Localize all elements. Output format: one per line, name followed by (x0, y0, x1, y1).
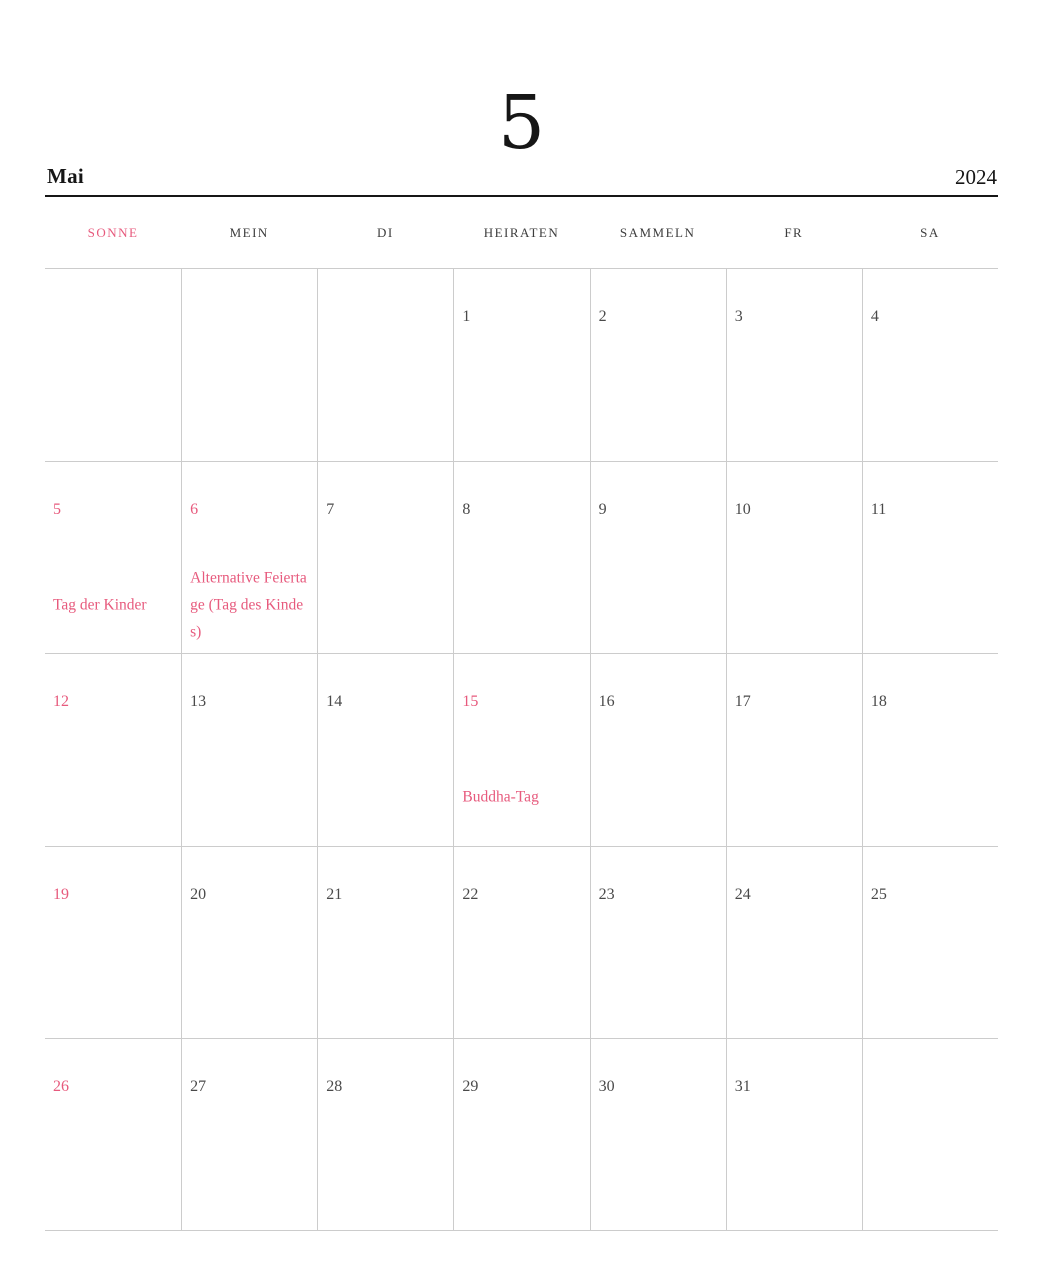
day-number: 30 (598, 1078, 615, 1096)
calendar-cell (317, 846, 453, 1039)
calendar-cell (45, 1038, 181, 1231)
day-number: 11 (870, 500, 887, 518)
calendar-cell (726, 461, 862, 654)
day-number: 22 (462, 885, 479, 903)
month-number: 5 (497, 80, 546, 166)
calendar-cell (181, 461, 317, 654)
calendar-cell (590, 1038, 726, 1231)
calendar-cell (453, 846, 589, 1039)
day-number: 25 (870, 885, 887, 903)
day-number: 15 (462, 693, 479, 711)
calendar-cell (45, 461, 181, 654)
weekday-label: DI (376, 224, 394, 240)
calendar-cell (862, 1038, 998, 1231)
year-label: 2024 (955, 165, 997, 189)
day-number: 12 (53, 693, 69, 711)
calendar-cell (726, 846, 862, 1039)
day-number: 23 (598, 885, 615, 903)
calendar-cell (181, 846, 317, 1039)
calendar-cell (590, 461, 726, 654)
calendar-cell (453, 1038, 589, 1231)
calendar-cell (862, 461, 998, 654)
day-number: 26 (53, 1078, 69, 1096)
day-number: 1 (462, 308, 471, 325)
weekday-label: SONNE (87, 224, 139, 240)
calendar-cell (181, 1038, 317, 1231)
weekday-label: SA (920, 224, 940, 240)
day-number: 7 (326, 500, 335, 518)
weekday-label: MEIN (229, 224, 269, 240)
day-number: 29 (462, 1078, 479, 1096)
day-number: 21 (326, 885, 343, 903)
day-number: 3 (734, 308, 743, 325)
day-number: 24 (734, 885, 751, 903)
calendar-cell (317, 461, 453, 654)
calendar-cell (45, 653, 181, 846)
weekday-label: HEIRATEN (483, 224, 560, 240)
day-number: 18 (870, 693, 887, 711)
calendar-cell (181, 653, 317, 846)
holiday-label: Tag der Kinder (53, 596, 147, 614)
day-number: 4 (870, 308, 879, 325)
day-number: 9 (598, 500, 607, 518)
calendar-cell (590, 653, 726, 846)
calendar-cell (45, 268, 181, 461)
calendar-cell (453, 461, 589, 654)
day-number: 17 (734, 693, 751, 711)
calendar-cell (181, 268, 317, 461)
calendar-cell (453, 653, 589, 846)
calendar-cell (726, 1038, 862, 1231)
calendar-cell (453, 268, 589, 461)
day-number: 19 (53, 885, 69, 903)
weekday-header-row (45, 197, 998, 268)
holiday-label: Alternative Feiertage (Tag des Kindes) (190, 569, 307, 641)
day-number: 6 (190, 500, 199, 518)
day-number: 5 (53, 500, 61, 518)
day-number: 16 (598, 693, 615, 711)
holiday-label: Buddha-Tag (462, 788, 539, 806)
month-name: Mai (47, 164, 85, 188)
calendar-cell (726, 653, 862, 846)
calendar-grid (45, 268, 998, 1231)
day-number: 14 (326, 693, 343, 711)
calendar-cell (862, 846, 998, 1039)
day-number: 27 (190, 1078, 207, 1096)
calendar-cell (317, 653, 453, 846)
day-number: 28 (326, 1078, 343, 1096)
day-number: 31 (734, 1078, 751, 1096)
day-number: 10 (734, 500, 751, 518)
weekday-label: SAMMELN (619, 224, 696, 240)
calendar-cell (862, 268, 998, 461)
day-number: 13 (190, 693, 207, 711)
day-number: 20 (190, 885, 207, 903)
calendar-cell (590, 846, 726, 1039)
weekday-label: FR (784, 224, 804, 240)
calendar-cell (726, 268, 862, 461)
calendar-cell (862, 653, 998, 846)
day-number: 8 (462, 500, 471, 518)
day-number: 2 (598, 308, 607, 325)
calendar-cell (590, 268, 726, 461)
calendar-cell (45, 846, 181, 1039)
calendar-cell (317, 268, 453, 461)
calendar-cell (317, 1038, 453, 1231)
